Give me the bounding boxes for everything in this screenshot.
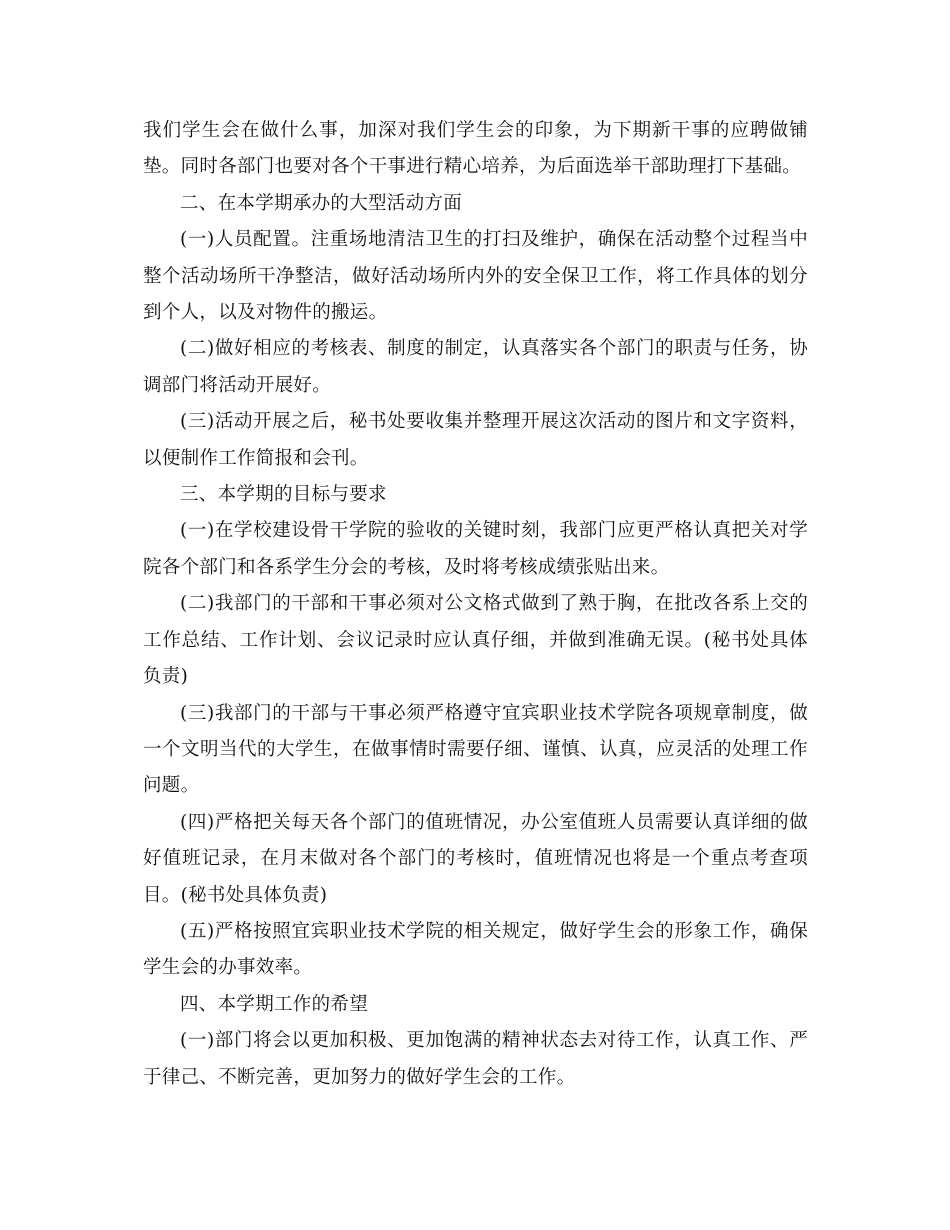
paragraph-3-2: (二)我部门的干部和干事必须对公文格式做到了熟于胸，在批改各系上交的工作总结、工作计划、会议记录时应认真仔细，并做到准确无误。(秘书处具体负责) xyxy=(143,593,808,688)
paragraph-intro-continuation: 我们学生会在做什么事，加深对我们学生会的印象，为下期新干事的应聘做铺垫。同时各部门也要对各个干事进行精心培养，为后面选举干部助理打下基础。 xyxy=(143,120,808,178)
section-heading-4: 四、本学期工作的希望 xyxy=(180,993,369,1015)
paragraph-4-1: (一)部门将会以更加积极、更加饱满的精神状态去对待工作，认真工作、严于律己、不断完善，更加努力的做好学生会的工作。 xyxy=(143,1030,808,1088)
section-heading-3: 三、本学期的目标与要求 xyxy=(180,484,387,506)
paragraph-2-3: (三)活动开展之后，秘书处要收集并整理开展这次活动的图片和文字资料，以便制作工作简报和会刊。 xyxy=(143,411,808,469)
paragraph-3-5: (五)严格按照宜宾职业技术学院的相关规定，做好学生会的形象工作，确保学生会的办事效率。 xyxy=(143,920,808,979)
paragraph-3-1: (一)在学校建设骨干学院的验收的关键时刻，我部门应更严格认真把关对学院各个部门和各系学生分会的考核，及时将考核成绩张贴出来。 xyxy=(143,520,808,578)
paragraph-2-2: (二)做好相应的考核表、制度的制定，认真落实各个部门的职责与任务，协调部门将活动开展好。 xyxy=(143,338,808,396)
paragraph-2-1: (一)人员配置。注重场地清洁卫生的打扫及维护，确保在活动整个过程当中整个活动场所干净整洁，做好活动场所内外的安全保卫工作，将工作具体的划分到个人，以及对物件的搬运。 xyxy=(143,229,808,324)
paragraph-3-4: (四)严格把关每天各个部门的值班情况，办公室值班人员需要认真详细的做好值班记录，在月末做对各个部门的考核时，值班情况也将是一个重点考查项目。(秘书处具体负责) xyxy=(143,811,808,906)
section-heading-2: 二、在本学期承办的大型活动方面 xyxy=(180,192,463,214)
paragraph-3-3: (三)我部门的干部与干事必须严格遵守宜宾职业技术学院各项规章制度，做一个文明当代的大学生，在做事情时需要仔细、谨慎、认真，应灵活的处理工作问题。 xyxy=(143,702,808,797)
document-body xyxy=(143,113,808,1096)
